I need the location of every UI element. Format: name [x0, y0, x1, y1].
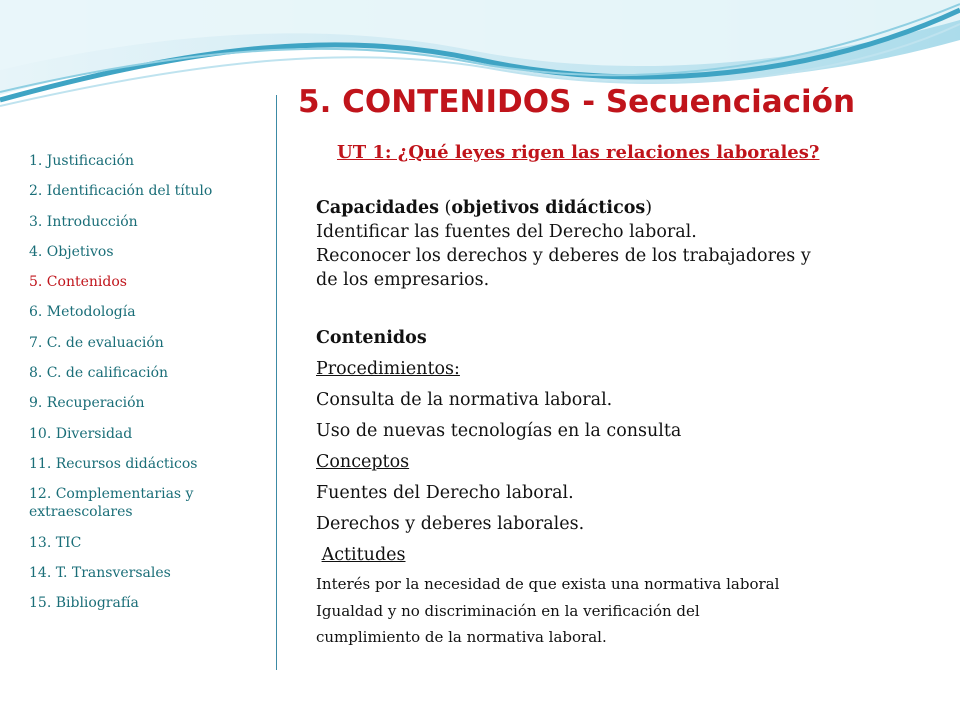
- capacidades-heading-paren-close: ): [645, 198, 653, 218]
- sidebar-item-bibliografia[interactable]: 15. Bibliografía: [29, 595, 139, 612]
- slide-subtitle: UT 1: ¿Qué leyes rigen las relaciones laborales?: [337, 142, 820, 163]
- conceptos-item: Fuentes del Derecho laboral.: [316, 483, 574, 503]
- capacidades-line: de los empresarios.: [316, 270, 490, 290]
- sidebar-item-metodologia[interactable]: 6. Metodología: [29, 304, 136, 321]
- capacidades-heading: [316, 196, 916, 220]
- sidebar-item-recuperacion[interactable]: 9. Recuperación: [29, 395, 145, 412]
- conceptos-item: Derechos y deberes laborales.: [316, 514, 585, 534]
- procedimientos-heading: Procedimientos:: [316, 359, 460, 379]
- sidebar-item-introduccion[interactable]: 3. Introducción: [29, 213, 138, 230]
- sidebar-item-complementarias[interactable]: 12. Complementarias y extraescolares: [29, 486, 194, 521]
- slide-title: 5. CONTENIDOS - Secuenciación: [298, 84, 856, 120]
- actitudes-item: Interés por la necesidad de que exista una normativa laboral: [316, 575, 780, 593]
- capacidades-heading-paren-open: (: [438, 198, 452, 218]
- conceptos-heading: Conceptos: [316, 452, 410, 472]
- capacidades-heading-bold: Capacidades: [316, 198, 439, 218]
- sidebar-item-transversales[interactable]: 14. T. Transversales: [29, 564, 171, 581]
- capacidades-line: Identificar las fuentes del Derecho laboral.: [316, 222, 697, 242]
- sidebar-item-identificacion[interactable]: 2. Identificación del título: [29, 183, 213, 200]
- sidebar-nav: [29, 152, 269, 624]
- sidebar-item-justificacion[interactable]: 1. Justificación: [29, 153, 135, 169]
- vertical-divider: [276, 95, 277, 670]
- procedimientos-item: Uso de nuevas tecnologías en la consulta: [316, 421, 682, 441]
- contenidos-heading: Contenidos: [316, 328, 427, 348]
- capacidades-line: Reconocer los derechos y deberes de los trabajadores y: [316, 246, 811, 266]
- actitudes-heading: [316, 540, 916, 571]
- capacidades-heading-bold2: objetivos didácticos: [451, 198, 646, 218]
- actitudes-item: cumplimiento de la normativa laboral.: [316, 628, 607, 646]
- sidebar-item-tic[interactable]: 13. TIC: [29, 534, 82, 551]
- sidebar-item-objetivos[interactable]: 4. Objetivos: [29, 243, 114, 260]
- sidebar-item-evaluacion[interactable]: 7. C. de evaluación: [29, 334, 164, 351]
- sidebar-item-recursos[interactable]: 11. Recursos didácticos: [29, 455, 198, 472]
- actitudes-item: Igualdad y no discriminación en la verificación del: [316, 601, 700, 620]
- actitudes-heading-label: Actitudes: [321, 545, 406, 565]
- sidebar-item-diversidad[interactable]: 10. Diversidad: [29, 425, 133, 442]
- procedimientos-item: Consulta de la normativa laboral.: [316, 390, 613, 410]
- sidebar-item-contenidos[interactable]: 5. Contenidos: [29, 274, 127, 291]
- slide-content: [316, 196, 916, 651]
- sidebar-item-calificacion[interactable]: 8. C. de calificación: [29, 365, 169, 382]
